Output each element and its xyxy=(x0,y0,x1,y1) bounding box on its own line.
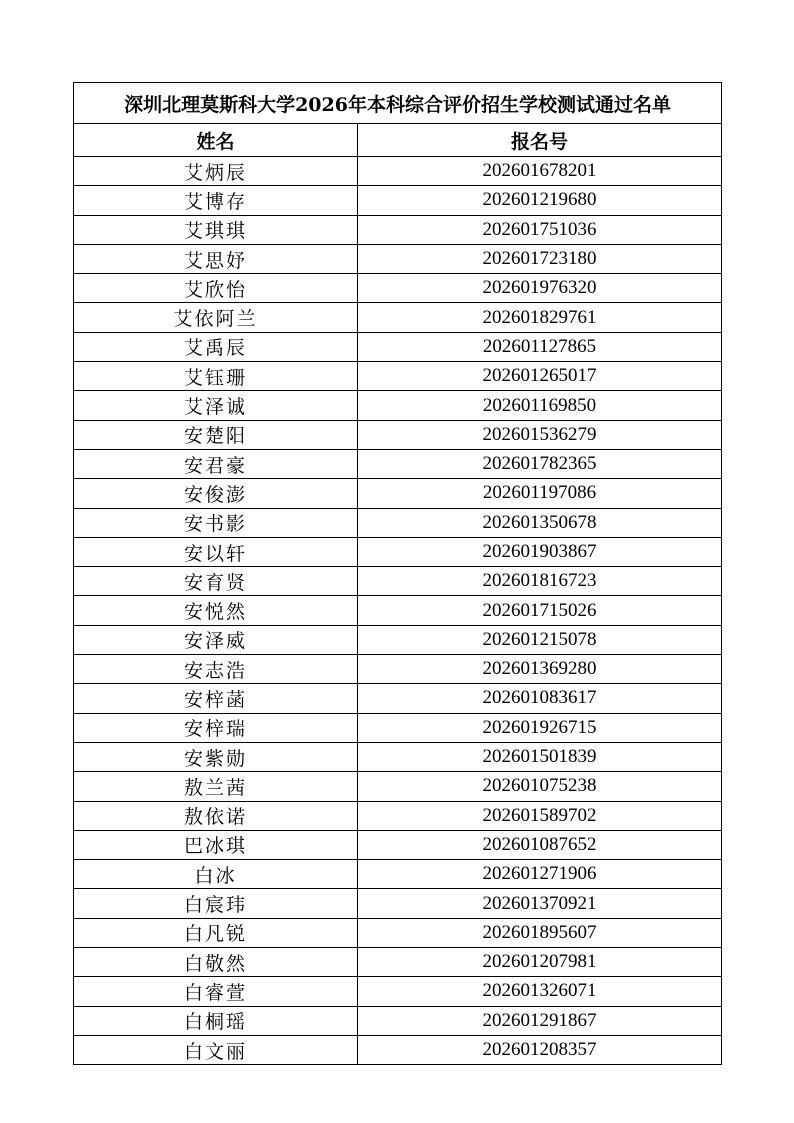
student-name-cell: 白凡锐 xyxy=(74,918,358,947)
registration-number-cell: 202601219680 xyxy=(358,186,722,215)
student-name-cell: 白睿萱 xyxy=(74,977,358,1006)
column-header-number: 报名号 xyxy=(358,124,722,157)
student-name-cell: 白桐瑶 xyxy=(74,1006,358,1035)
registration-number-cell: 202601501839 xyxy=(358,742,722,771)
table-body xyxy=(74,157,722,1065)
registration-number-cell: 202601215078 xyxy=(358,625,722,654)
registration-number-cell: 202601127865 xyxy=(358,332,722,361)
table-row xyxy=(74,449,722,478)
registration-number-cell: 202601715026 xyxy=(358,596,722,625)
student-name-cell: 艾琪琪 xyxy=(74,215,358,244)
registration-number-cell: 202601536279 xyxy=(358,420,722,449)
table-row xyxy=(74,918,722,947)
student-name-cell: 安以轩 xyxy=(74,537,358,566)
table-row xyxy=(74,508,722,537)
registration-number-cell: 202601829761 xyxy=(358,303,722,332)
registration-number-cell: 202601976320 xyxy=(358,274,722,303)
registration-number-cell: 202601782365 xyxy=(358,449,722,478)
student-name-cell: 安紫勋 xyxy=(74,742,358,771)
registration-number-cell: 202601207981 xyxy=(358,948,722,977)
student-name-cell: 安泽威 xyxy=(74,625,358,654)
table-row xyxy=(74,596,722,625)
table-row xyxy=(74,830,722,859)
registration-number-cell: 202601678201 xyxy=(358,157,722,186)
student-name-cell: 安志浩 xyxy=(74,655,358,684)
student-name-cell: 艾禹辰 xyxy=(74,332,358,361)
registration-number-cell: 202601271906 xyxy=(358,860,722,889)
table-row xyxy=(74,948,722,977)
table-row xyxy=(74,215,722,244)
registration-number-cell: 202601291867 xyxy=(358,1006,722,1035)
table-row xyxy=(74,157,722,186)
registration-number-cell: 202601903867 xyxy=(358,537,722,566)
registration-number-cell: 202601197086 xyxy=(358,479,722,508)
registration-number-cell: 202601816723 xyxy=(358,567,722,596)
registration-number-cell: 202601723180 xyxy=(358,244,722,273)
table-row xyxy=(74,1006,722,1035)
student-name-cell: 安梓瑞 xyxy=(74,713,358,742)
table-row xyxy=(74,772,722,801)
student-name-cell: 敖兰茜 xyxy=(74,772,358,801)
registration-number-cell: 202601087652 xyxy=(358,830,722,859)
table-row xyxy=(74,186,722,215)
registration-number-cell: 202601370921 xyxy=(358,889,722,918)
registration-number-cell: 202601589702 xyxy=(358,801,722,830)
student-name-cell: 艾思妤 xyxy=(74,244,358,273)
table-row xyxy=(74,567,722,596)
student-name-cell: 白敬然 xyxy=(74,948,358,977)
registration-number-cell: 202601083617 xyxy=(358,684,722,713)
registration-number-cell: 202601265017 xyxy=(358,362,722,391)
student-name-cell: 巴冰琪 xyxy=(74,830,358,859)
table-row xyxy=(74,801,722,830)
student-name-cell: 敖依诺 xyxy=(74,801,358,830)
student-name-cell: 艾依阿兰 xyxy=(74,303,358,332)
registration-number-cell: 202601326071 xyxy=(358,977,722,1006)
title-row xyxy=(74,83,722,124)
table-row xyxy=(74,362,722,391)
admission-list-table xyxy=(73,82,722,1065)
table-row xyxy=(74,244,722,273)
registration-number-cell: 202601895607 xyxy=(358,918,722,947)
registration-number-cell: 202601208357 xyxy=(358,1035,722,1064)
table-row xyxy=(74,889,722,918)
student-name-cell: 安悦然 xyxy=(74,596,358,625)
table-row xyxy=(74,274,722,303)
student-name-cell: 艾欣怡 xyxy=(74,274,358,303)
student-name-cell: 安梓菡 xyxy=(74,684,358,713)
student-name-cell: 艾炳辰 xyxy=(74,157,358,186)
student-name-cell: 白冰 xyxy=(74,860,358,889)
table-row xyxy=(74,303,722,332)
table-row xyxy=(74,860,722,889)
table-row xyxy=(74,332,722,361)
table-row xyxy=(74,537,722,566)
registration-number-cell: 202601751036 xyxy=(358,215,722,244)
table-row xyxy=(74,655,722,684)
document-title: 深圳北理莫斯科大学2026年本科综合评价招生学校测试通过名单 xyxy=(74,83,722,124)
student-name-cell: 安俊澎 xyxy=(74,479,358,508)
student-name-cell: 安育贤 xyxy=(74,567,358,596)
student-name-cell: 艾泽诚 xyxy=(74,391,358,420)
table-row xyxy=(74,625,722,654)
student-name-cell: 艾钰珊 xyxy=(74,362,358,391)
header-row xyxy=(74,124,722,157)
column-header-name: 姓名 xyxy=(74,124,358,157)
table-row xyxy=(74,684,722,713)
table-row xyxy=(74,713,722,742)
student-name-cell: 白文丽 xyxy=(74,1035,358,1064)
table-row xyxy=(74,742,722,771)
student-name-cell: 安君豪 xyxy=(74,449,358,478)
student-name-cell: 白宸玮 xyxy=(74,889,358,918)
registration-number-cell: 202601369280 xyxy=(358,655,722,684)
document-sheet xyxy=(73,82,721,1065)
table-row xyxy=(74,479,722,508)
student-name-cell: 安书影 xyxy=(74,508,358,537)
table-row xyxy=(74,420,722,449)
registration-number-cell: 202601350678 xyxy=(358,508,722,537)
table-row xyxy=(74,977,722,1006)
registration-number-cell: 202601075238 xyxy=(358,772,722,801)
student-name-cell: 安楚阳 xyxy=(74,420,358,449)
registration-number-cell: 202601926715 xyxy=(358,713,722,742)
student-name-cell: 艾博存 xyxy=(74,186,358,215)
table-row xyxy=(74,391,722,420)
registration-number-cell: 202601169850 xyxy=(358,391,722,420)
table-row xyxy=(74,1035,722,1064)
